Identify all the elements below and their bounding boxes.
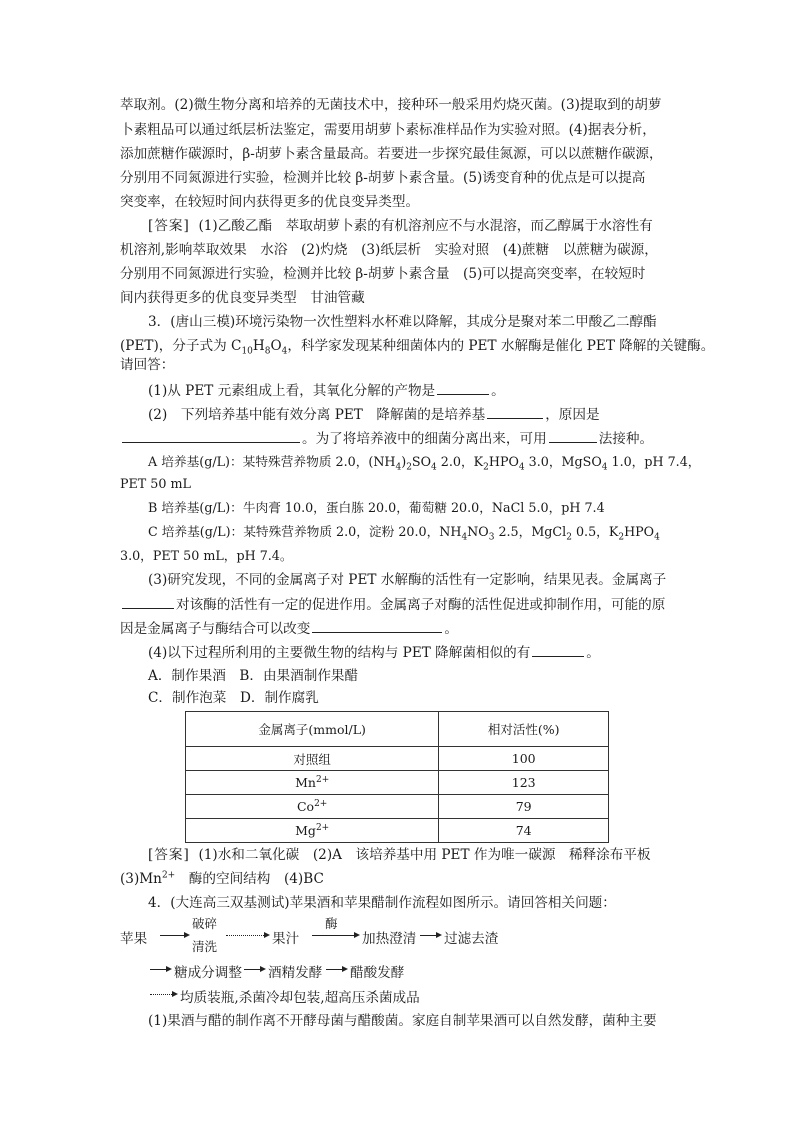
answer-line: 分别用不同氮源进行实验，检测并比较 β-胡萝卜素含量 (5)可以提高突变率，在较短时 xyxy=(120,266,646,282)
table-cell: 对照组 xyxy=(186,747,439,771)
question-4-title: 4．(大连高三双基测试)苹果酒和苹果醋制作流程如图所示。请回答相关问题： xyxy=(148,895,616,911)
flow-node-sugar: 糖成分调整 xyxy=(174,965,242,981)
question-3-part-2-cont: 。为了将培养液中的细菌分离出来，可用 法接种。 xyxy=(120,429,653,448)
question-3-part-3: (3)研究发现，不同的金属离子对 PET 水解酶的活性有一定影响，结果见表。金属离子 xyxy=(148,572,667,588)
table-cell: 74 xyxy=(439,819,609,843)
question-3-part-1: (1)从 PET 元素组成上看，其氧化分解的产物是 。 xyxy=(148,383,505,399)
answer-tag: [答案] xyxy=(148,218,190,234)
table-cell: $Mn^{2+}$ xyxy=(186,771,439,795)
answer-line: 间内获得更多的优良变异类型 甘油管藏 xyxy=(120,290,365,306)
flow-arrow xyxy=(312,935,358,936)
table-cell: $Co^{2+}$ xyxy=(186,795,439,819)
table-row xyxy=(186,819,609,843)
answer-text: (1)乙酸乙酯 萃取胡萝卜素的有机溶剂应不与水混溶，而乙醇属于水溶性有 xyxy=(198,218,653,234)
medium-a: A 培养基(g/L)：某特殊营养物质 2.0，$(NH_4)_2SO_4$ 2.0，$K_2HPO_4$ 3.0，MgSO$_4$ 1.0，pH 7.4， xyxy=(148,454,701,473)
flow-node-alcohol-ferment: 酒精发酵 xyxy=(268,965,323,981)
text-line: 添加蔗糖作碳源时，β-胡萝卜素含量最高。若要进一步探究最佳氮源，可以以蔗糖作碳源， xyxy=(120,146,663,162)
question-3-part-2: (2) 下列培养基中能有效分离 PET 降解菌的是培养基 ，原因是 xyxy=(148,407,600,423)
table-cell: $Mg^{2+}$ xyxy=(186,819,439,843)
answer-line: 机溶剂,影响萃取效果 水浴 (2)灼烧 (3)纸层析 实验对照 (4)蔗糖 以蔗糖为碳源， xyxy=(120,242,658,258)
answer-blank xyxy=(122,429,300,443)
question-4-part-1: (1)果酒与醋的制作离不开酵母菌与醋酸菌。家庭自制苹果酒可以自然发酵，菌种主要 xyxy=(148,1013,657,1029)
answer-tag: [答案] xyxy=(148,847,190,863)
question-3-part-3-cont2: 因是金属离子与酶结合可以改变 。 xyxy=(120,621,458,637)
flow-label-wash: 清洗 xyxy=(192,939,218,954)
flow-node-juice: 果汁 xyxy=(272,931,300,947)
table-header: 金属离子(mmol/L) xyxy=(186,712,439,747)
text-line: 卜素粗品可以通过纸层析法鉴定，需要用胡萝卜素标准样品作为实验对照。(4)据表分析， xyxy=(120,122,656,138)
flow-node-heat-clarify: 加热澄清 xyxy=(362,931,417,947)
flow-arrow xyxy=(160,935,188,936)
answer-line: $(3)Mn^{2+}$ 酶的空间结构 (4)BC xyxy=(120,870,324,887)
table-cell: 100 xyxy=(439,747,609,771)
medium-c-cont: 3.0，PET 50 mL，pH 7.4。 xyxy=(120,548,293,563)
options-line: C．制作泡菜 D．制作腐乳 xyxy=(148,690,319,706)
flow-node-apple: 苹果 xyxy=(120,931,148,947)
text-line: 分别用不同氮源进行实验，检测并比较 β-胡萝卜素含量。(5)诱变育种的优点是可以提高 xyxy=(120,170,646,186)
answer-blank xyxy=(312,619,442,633)
flow-arrow xyxy=(150,994,176,995)
table-row xyxy=(186,747,609,771)
answer-blank xyxy=(532,643,584,657)
text-line: 突变率，在较短时间内获得更多的优良变异类型。 xyxy=(120,194,420,210)
flow-arrow xyxy=(226,935,268,936)
flow-node-final: 均质装瓶,杀菌冷却包装,超高压杀菌成品 xyxy=(180,990,420,1006)
flow-label-enzyme: 酶 xyxy=(325,916,338,931)
medium-b: B 培养基(g/L)：牛肉膏 10.0，蛋白胨 20.0，葡萄糖 20.0，NaCl 5.0，pH 7.4 xyxy=(148,500,605,515)
answer-blank xyxy=(122,595,174,609)
question-3-part-3-cont: 对该酶的活性有一定的促进作用。金属离子对酶的活性促进或抑制作用，可能的原 xyxy=(120,595,665,614)
table-header-row xyxy=(186,712,609,747)
table-cell: 123 xyxy=(439,771,609,795)
question-3-formula-line: (PET)，分子式为 $C_{10}H_8O_4$，科学家发现某种细菌体内的 PET 水解酶是催化 PET 降解的关键酶。 xyxy=(120,338,715,357)
flow-node-filter: 过滤去渣 xyxy=(444,931,499,947)
question-3-prompt: 请回答： xyxy=(120,357,175,373)
text-line: 萃取剂。(2)微生物分离和培养的无菌技术中，接种环一般采用灼烧灭菌。(3)提取到的胡萝 xyxy=(120,97,662,113)
medium-a-cont: PET 50 mL xyxy=(120,476,191,491)
answer-block-1 xyxy=(148,217,653,235)
metal-ion-table xyxy=(185,711,609,843)
question-3-part-4: (4)以下过程所利用的主要微生物的结构与 PET 降解菌相似的有 。 xyxy=(148,645,600,661)
table-header: 相对活性(%) xyxy=(439,712,609,747)
table-cell: 79 xyxy=(439,795,609,819)
question-3-title: 3．(唐山三模)环境污染物一次性塑料水杯难以降解，其成分是聚对苯二甲酸乙二醇酯 xyxy=(148,314,657,330)
medium-c: C 培养基(g/L)：某特殊营养物质 2.0，淀粉 20.0，$NH_4NO_3$ 2.5，MgCl$_2$ 0.5，$K_2HPO_4$ xyxy=(148,524,660,543)
options-line: A．制作果酒 B．由果酒制作果醋 xyxy=(148,668,359,684)
flow-node-acetic-ferment: 醋酸发酵 xyxy=(350,965,405,981)
flow-arrow xyxy=(420,935,440,936)
answer-blank xyxy=(437,381,489,395)
answer-block-2: [答案] (1)水和二氧化碳 (2)A 该培养基中用 PET 作为唯一碳源 稀释涂布平板 xyxy=(148,847,651,863)
table-row xyxy=(186,795,609,819)
flow-arrow xyxy=(244,969,264,970)
answer-blank xyxy=(487,405,543,419)
flow-label-crush: 破碎 xyxy=(192,916,218,931)
answer-blank xyxy=(549,429,597,443)
flow-arrow xyxy=(150,969,170,970)
table-row xyxy=(186,771,609,795)
flow-arrow xyxy=(326,969,346,970)
